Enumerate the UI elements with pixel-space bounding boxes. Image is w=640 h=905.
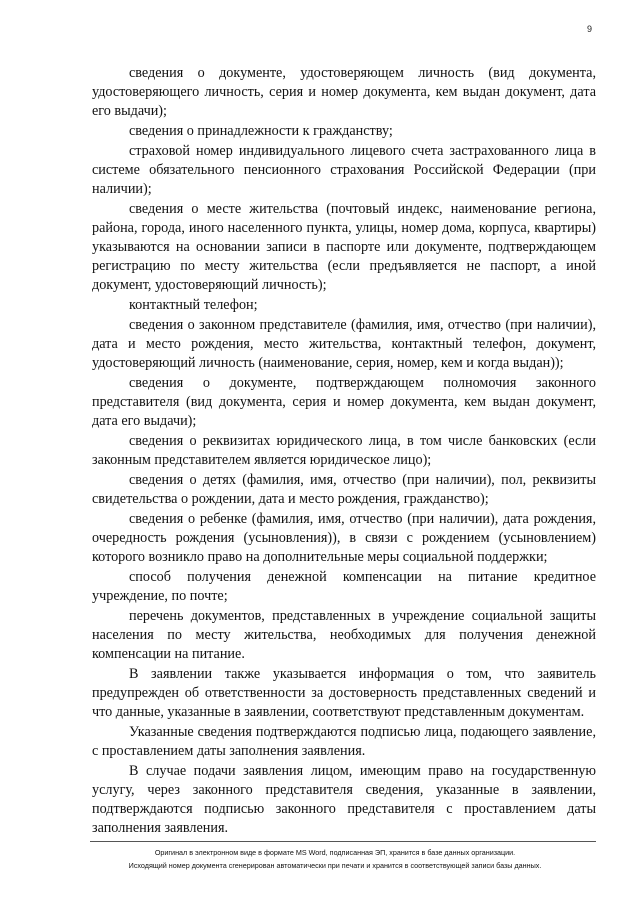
paragraph: В случае подачи заявления лицом, имеющим право на государственную услугу, через законного представителя сведения, указанные в заявлении, подтверждаются подписью законного представителя с проставлением даты заполнения заявления. xyxy=(92,763,596,836)
paragraph: сведения о документе, подтверждающем полномочия законного представителя (вид документа, серия и номер документа, кем выдан документ, дата его выдачи); xyxy=(92,375,596,429)
paragraph: способ получения денежной компенсации на питание кредитное учреждение, по почте; xyxy=(92,569,596,604)
paragraph: сведения о ребенке (фамилия, имя, отчество (при наличии), дата рождения, очередность рождения (усыновления)), в связи с рождением (усыновлением) которого возникло право на дополнительные меры социальной поддержки; xyxy=(92,511,596,565)
paragraph: сведения о месте жительства (почтовый индекс, наименование региона, района, города, иного населенного пункта, улицы, номер дома, корпуса, квартиры) указываются на основании записи в паспорте или документе, подтверждающем регистрацию по месту жительства (если предъявляется не паспорт, а иной документ, удостоверяющий личность); xyxy=(92,201,596,293)
paragraph: В заявлении также указывается информация о том, что заявитель предупрежден об ответственности за достоверность представленных сведений и что данные, указанные в заявлении, соответствуют представленным документам. xyxy=(92,666,596,720)
paragraph: сведения о детях (фамилия, имя, отчество (при наличии), пол, реквизиты свидетельства о рождении, дата и место рождения, гражданство); xyxy=(92,472,596,507)
paragraph: сведения о законном представителе (фамилия, имя, отчество (при наличии), дата и место рождения, место жительства, контактный телефон, документ, удостоверяющий личность (наименование, серия, номер, кем и когда выдан)); xyxy=(92,317,596,371)
paragraph: сведения о принадлежности к гражданству; xyxy=(129,123,393,139)
footer-line-1: Оригинал в электронном виде в формате MS Word, подписанная ЭП, хранится в базе данных организации. xyxy=(154,848,516,857)
paragraph: перечень документов, представленных в учреждение социальной защиты населения по месту жительства, необходимых для получения денежной компенсации на питание. xyxy=(92,608,596,662)
footer-line-2: Исходящий номер документа сгенерирован автоматически при печати и хранится в соответствующей записи базы данных. xyxy=(128,861,542,870)
paragraph: страховой номер индивидуального лицевого счета застрахованного лица в системе обязательного пенсионного страхования Российской Федерации (при наличии); xyxy=(92,143,596,197)
page-footer xyxy=(60,846,610,872)
paragraph: сведения о реквизитах юридического лица, в том числе банковских (если законным представителем является юридическое лицо); xyxy=(92,433,596,468)
page-number: 9 xyxy=(586,24,592,34)
paragraph: Указанные сведения подтверждаются подписью лица, подающего заявление, с проставлением даты заполнения заявления. xyxy=(92,724,596,759)
paragraph: сведения о документе, удостоверяющем личность (вид документа, удостоверяющего личность, серия и номер документа, кем выдан документ, дата его выдачи); xyxy=(92,65,596,119)
document-body xyxy=(92,64,596,839)
footer-divider xyxy=(90,841,596,842)
paragraph: контактный телефон; xyxy=(129,297,258,313)
